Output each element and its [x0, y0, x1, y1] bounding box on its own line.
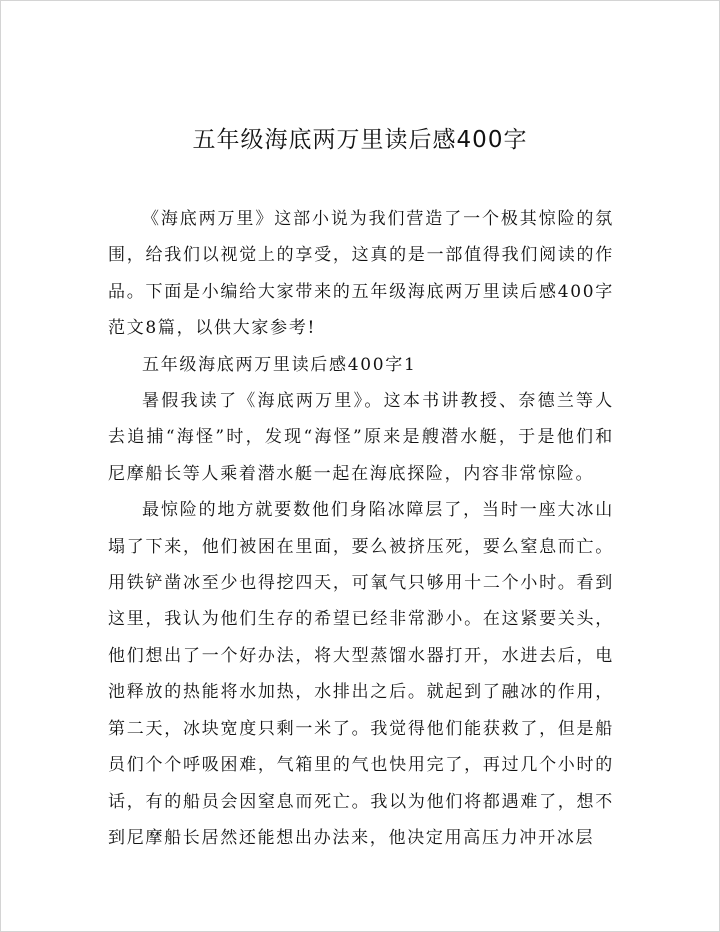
body-paragraph-1: 暑假我读了《海底两万里》。这本书讲教授、奈德兰等人去追捕“海怪”时，发现“海怪”原来是艘潜水艇，于是他们和尼摩船长等人乘着潜水艇一起在海底探险，内容非常惊险。: [108, 391, 614, 484]
document-body: [108, 201, 614, 856]
section-heading: 五年级海底两万里读后感400字1: [142, 354, 417, 375]
document-title: 五年级海底两万里读后感400字: [192, 127, 528, 153]
body-paragraph-2: 最惊险的地方就要数他们身陷冰障层了，当时一座大冰山塌了下来，他们被困在里面，要么被挤压死，要么窒息而亡。用铁铲凿冰至少也得挖四天，可氧气只够用十二个小时。看到这里，我认为他们生存的希望已经非常渺小。在这紧要关头，他们想出了一个好办法，将大型蒸馏水器打开，水进去后，电池释放的热能将水加热，水排出之后。就起到了融冰的作用，第二天，冰块宽度只剩一米了。我觉得他们能获救了，但是船员们个个呼吸困难，气箱里的气也快用完了，再过几个小时的话，有的船员会因窒息而死亡。我以为他们将都遇难了，想不到尼摩船长居然还能想出办法来，他决定用高压力冲开冰层: [108, 500, 614, 848]
intro-paragraph: 《海底两万里》这部小说为我们营造了一个极其惊险的氛围，给我们以视觉上的享受，这真的是一部值得我们阅读的作品。下面是小编给大家带来的五年级海底两万里读后感400字范文8篇，以供大家参考!: [108, 209, 614, 339]
